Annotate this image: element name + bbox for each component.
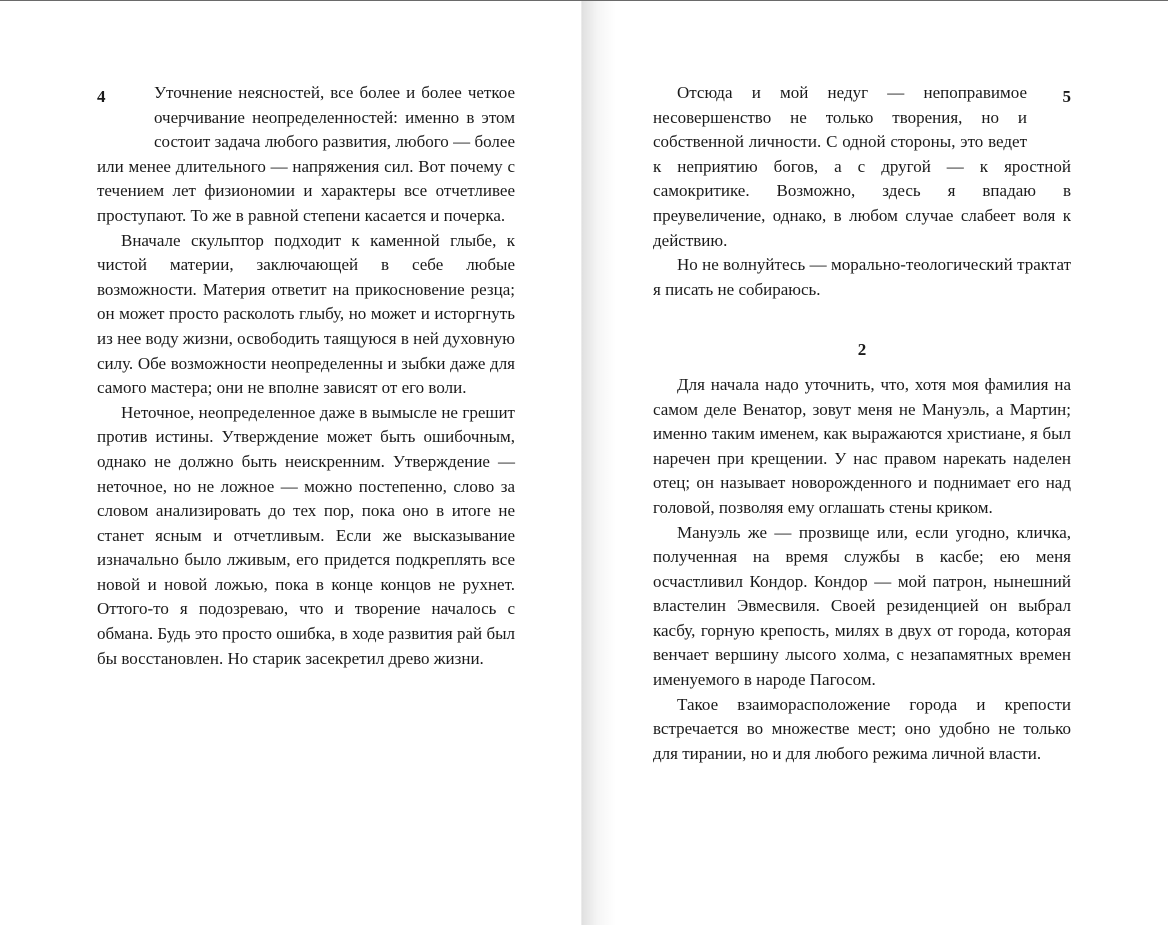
left-paragraph-3: Неточное, неопределенное даже в вымысле не грешит против истины. Утверждение может быть ошибочным, однако не должно быть неискренним. Утверждение — неточное, но не ложное — можно постепенно, слово за словом анализировать до тех пор, пока оно в итоге не станет ясным и отчетливым. Если же высказывание изначально было лживым, его придется подкреплять все новой и новой ложью, пока в конце концов не рухнет. Оттого-то я подозреваю, что и творение началось с обмана. Будь это просто ошибка, в ходе развития рай был бы восстановлен. Но старик засекретил древо жизни. [97,402,515,668]
right-page-text [653,81,1071,766]
left-page-number: 4 [97,87,106,106]
chapter-paragraph-2: Мануэль же — прозвище или, если угодно, кличка, полученная на время службы в касбе; ею меня осчастливил Кондор. Кондор — мой патрон, нынешний властелин Эвмесвиля. Своей резиденцией он выбрал касбу, горную крепость, милях в двух от города, которая венчает вершину лысого холма, с незапамятных времен именуемого в народе Пагосом. [653,522,1071,690]
book-spread [0,1,1168,925]
left-paragraph-1: Уточнение неясностей, все более и более четкое очерчивание неопределенностей: именно в этом состоит задача любого развития, любого — более или менее длительного — напряжения сил. Вот почему с течением лет физиономии и характеры все отчетливее проступают. То же в равной степени касается и почерка. [97,83,515,225]
right-paragraph-2: Но не волнуйтесь — морально-теологический трактат я писать не собираюсь. [653,255,1071,299]
right-page-number: 5 [1062,87,1071,106]
gutter-shadow [582,1,616,925]
right-paragraph-1: Отсюда и мой недуг — непоправимое несовершенство не только творения, но и собственной личности. С одной стороны, это ведет к неприятию богов, а с другой — к яростной самокритике. Возможно, здесь я впадаю в преувеличение, однако, в любом случае слабеет воля к действию. [653,83,1071,250]
chapter-paragraph-1: Для начала надо уточнить, что, хотя моя фамилия на самом деле Венатор, зовут меня не Мануэль, а Мартин; именно таким именем, как выражаются христиане, я был наречен при крещении. У нас правом нарекать наделен отец; он называет новорожденного и поднимает его над головой, позволяя ему оглашать стены криком. [653,374,1071,517]
chapter-number: 2 [857,340,867,360]
left-page-text [97,81,515,671]
left-paragraph-2: Вначале скульптор подходит к каменной глыбе, к чистой материи, заключающей в себе любые возможности. Материя ответит на прикосновение резца; он может просто расколоть глыбу, но может и исторгнуть из нее воду жизни, освободить таящуюся в ней духовную силу. Обе возможности неопределенны и зыбки даже для самого мастера; они не вполне зависят от его воли. [97,230,515,398]
chapter-paragraph-3: Такое взаиморасположение города и крепости встречается во множестве мест; оно удобно не только для тирании, но и для любого режима личной власти. [653,694,1071,763]
